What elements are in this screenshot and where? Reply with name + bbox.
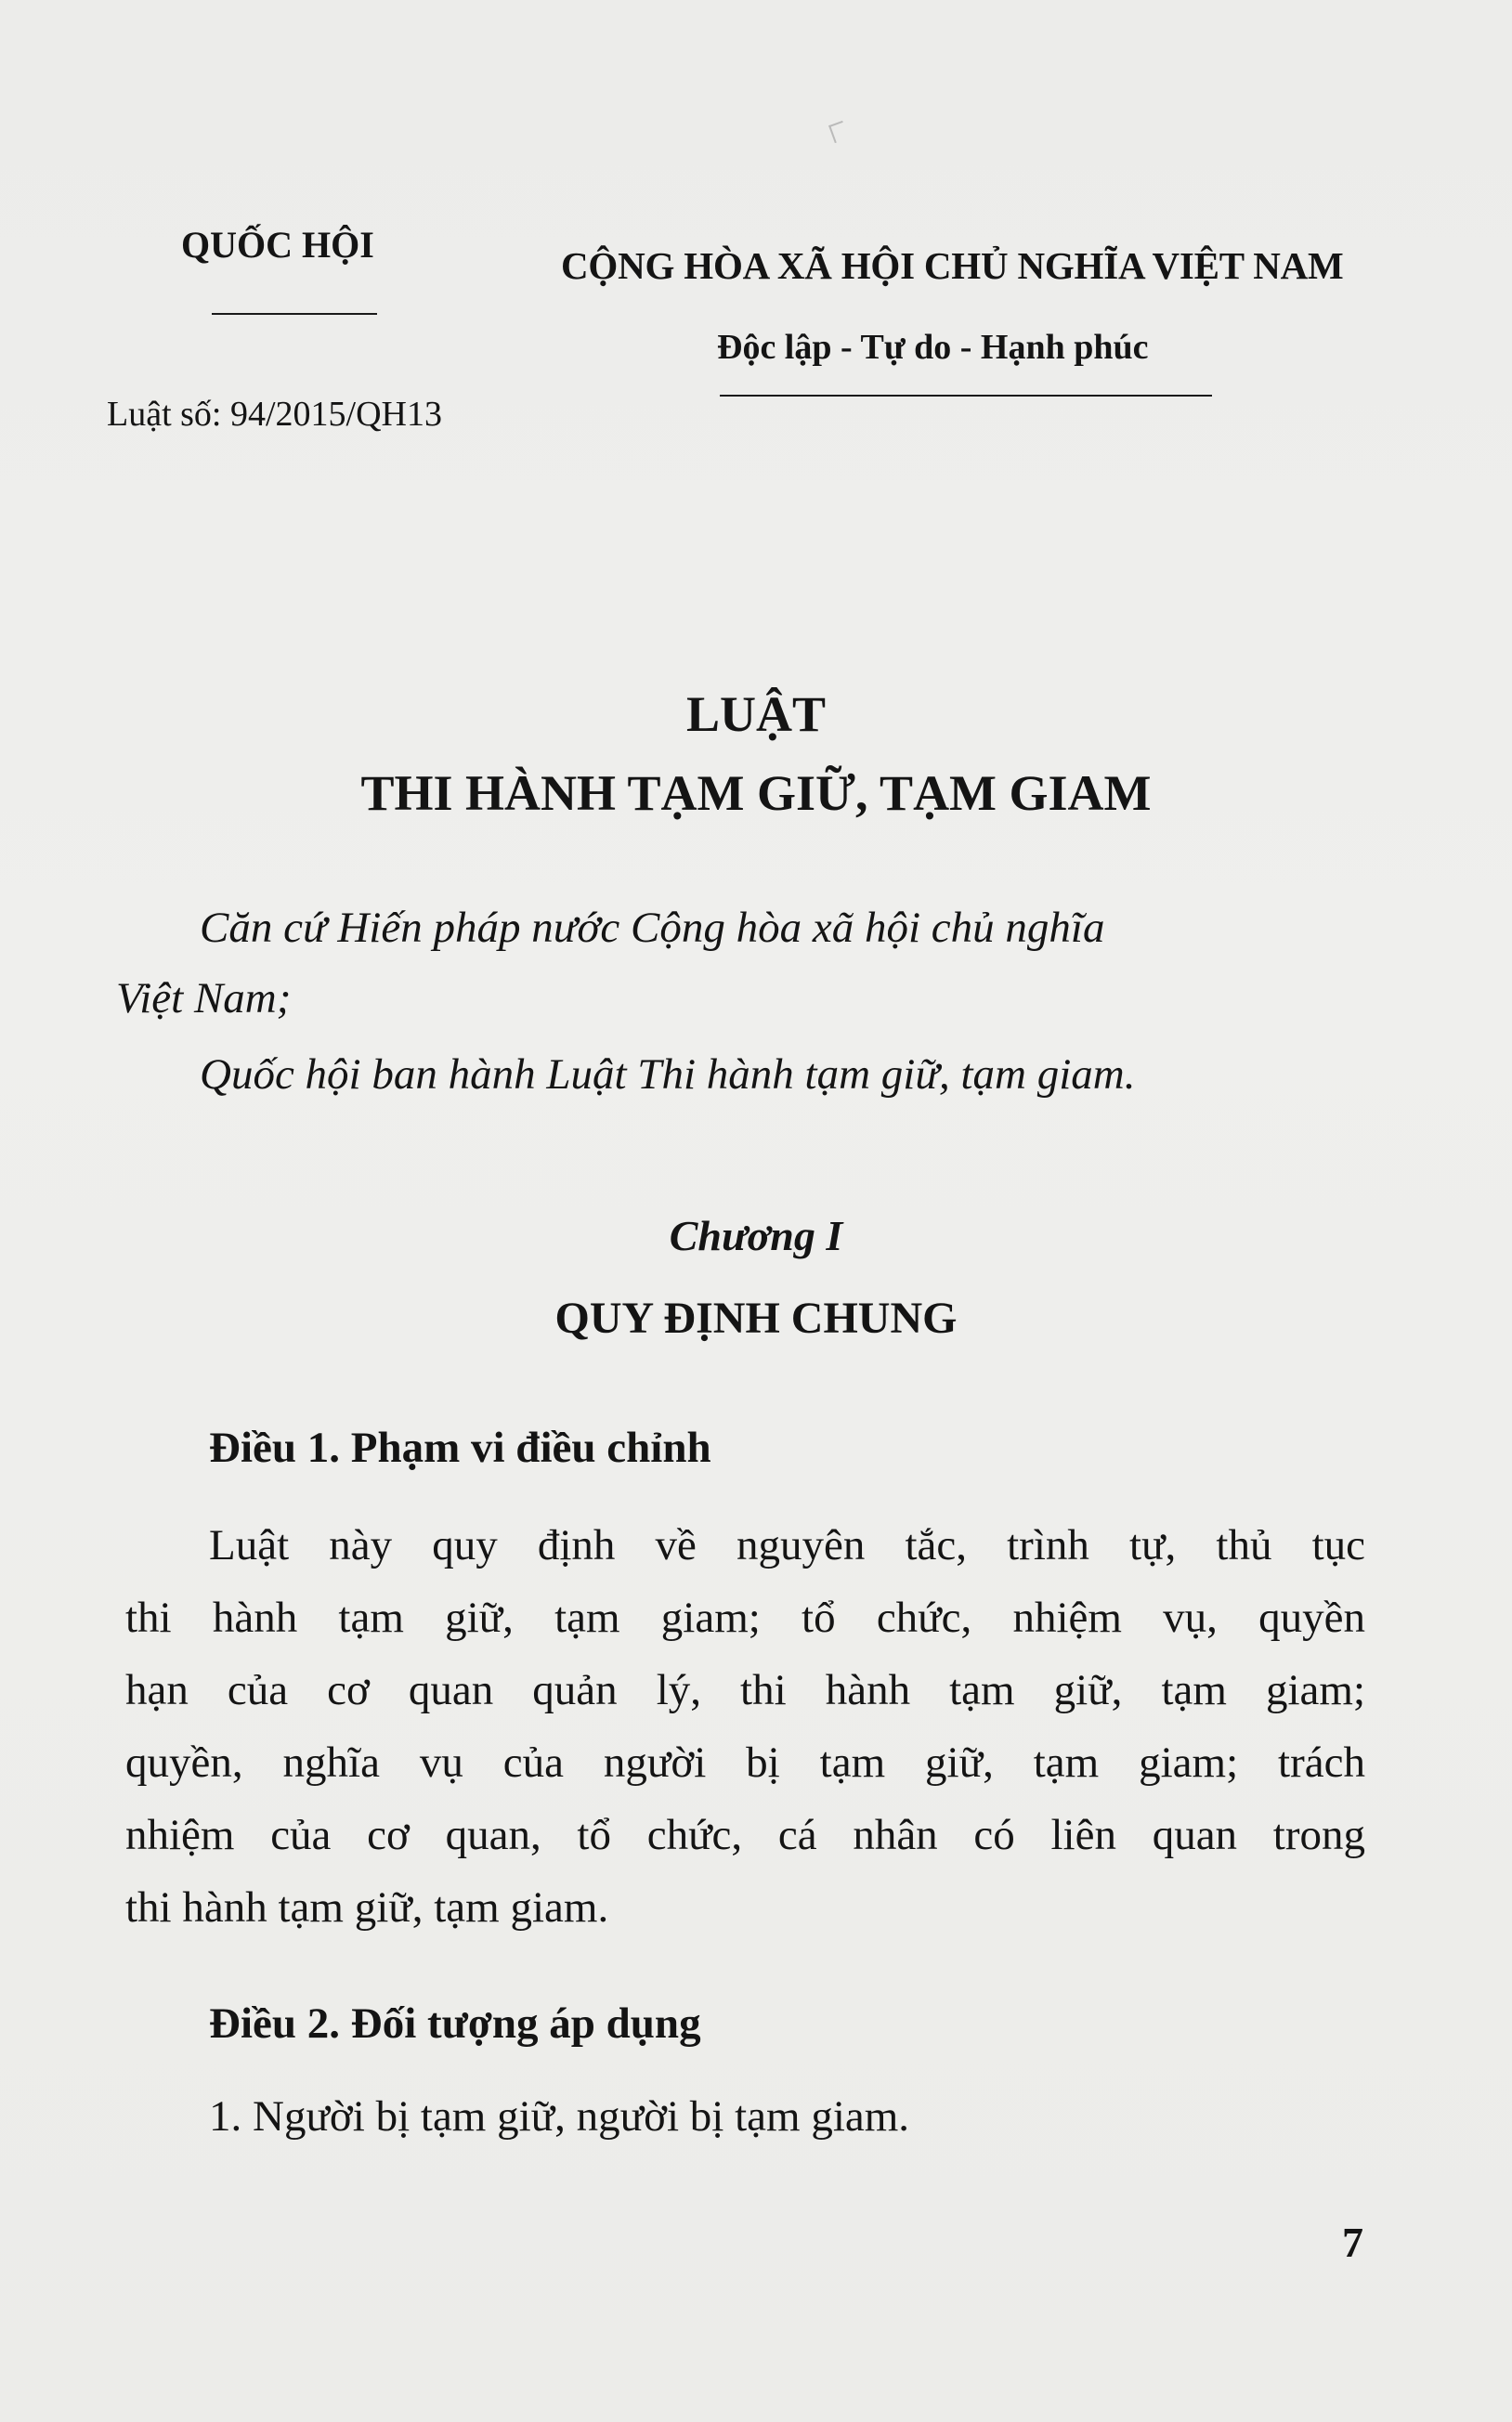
- law-number: Luật số: 94/2015/QH13: [107, 395, 442, 434]
- law-title: LUẬT: [685, 686, 827, 742]
- article-1-line: quyền, nghĩa vụ của người bị tạm giữ, tạm giam; trách: [125, 1738, 1365, 1787]
- national-title: CỘNG HÒA XÃ HỘI CHỦ NGHĨA VIỆT NAM: [561, 244, 1344, 287]
- article-1-line: nhiệm của cơ quan, tổ chức, cá nhân có liên quan trong: [125, 1811, 1365, 1859]
- motto-underline: [720, 395, 1212, 397]
- article-1-line: thi hành tạm giữ, tạm giam.: [125, 1883, 609, 1932]
- chapter-number: Chương I: [669, 1212, 843, 1259]
- article-1-heading: Điều 1. Phạm vi điều chỉnh: [209, 1424, 711, 1472]
- article-1-line: thi hành tạm giữ, tạm giam; tổ chức, nhiệm vụ, quyền: [125, 1594, 1365, 1642]
- article-1-body: [125, 1509, 1365, 1944]
- article-1-line: hạn của cơ quan quản lý, thi hành tạm giữ, tạm giam;: [125, 1666, 1365, 1714]
- chapter-title: QUY ĐỊNH CHUNG: [554, 1294, 958, 1343]
- print-mark: [828, 121, 849, 143]
- issuing-body-underline: [212, 313, 377, 315]
- legal-basis-line-2: Việt Nam;: [116, 974, 292, 1022]
- article-2-item-1: 1. Người bị tạm giữ, người bị tạm giam.: [209, 2092, 910, 2141]
- page-number: 7: [1342, 2219, 1363, 2266]
- article-2-heading: Điều 2. Đối tượng áp dụng: [209, 1999, 701, 2048]
- legal-basis-line-3: Quốc hội ban hành Luật Thi hành tạm giữ, tạm giam.: [200, 1050, 1136, 1099]
- issuing-body: QUỐC HỘI: [181, 224, 374, 266]
- law-subtitle: THI HÀNH TẠM GIỮ, TẠM GIAM: [360, 765, 1152, 821]
- legal-basis-line-1: Căn cứ Hiến pháp nước Cộng hòa xã hội chủ nghĩa: [200, 904, 1105, 952]
- article-1-line: Luật này quy định về nguyên tắc, trình tự, thủ tục: [209, 1521, 1365, 1569]
- national-motto: Độc lập - Tự do - Hạnh phúc: [717, 328, 1149, 367]
